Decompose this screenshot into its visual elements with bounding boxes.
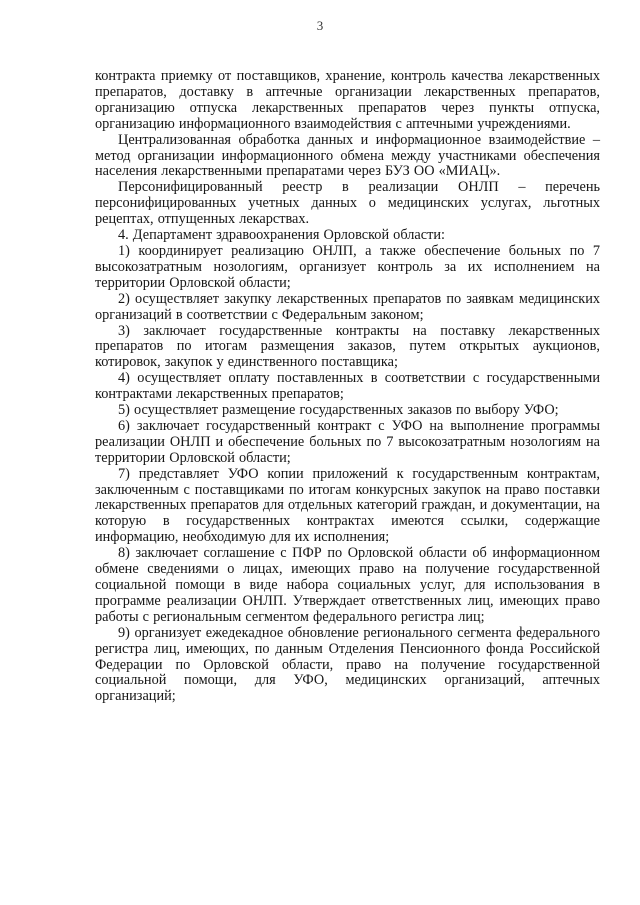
list-item-2: 2) осуществляет закупку лекарственных препаратов по заявкам медицинских организаций в соответствии с Федеральным законом; bbox=[95, 290, 600, 323]
page-number: 3 bbox=[316, 18, 324, 33]
list-item-3: 3) заключает государственные контракты на поставку лекарственных препаратов по итогам размещения заказов, путем открытых аукционов, котировок, закупок у единственного поставщика; bbox=[95, 322, 600, 371]
list-item-1: 1) координирует реализацию ОНЛП, а также обеспечение больных по 7 высокозатратным нозологиям, организует контроль за их исполнением на территории Орловской области; bbox=[95, 242, 600, 291]
list-item-9: 9) организует ежедекадное обновление регионального сегмента федерального регистра лиц, имеющих, по данным Отделения Пенсионного фонда Российской Федерации по Орловской области, право на получение государственной социальной помощи, для УФО, медицинских организаций, аптечных организаций; bbox=[95, 624, 600, 705]
page-body bbox=[95, 69, 600, 705]
list-item-8: 8) заключает соглашение с ПФР по Орловской области об информационном обмене сведениями о лицах, имеющих право на получение государственной социальной помощи в виде набора социальных услуг, для использования в программе реализации ОНЛП. Утверждает ответственных лиц, имеющих право работы с региональным сегментом федерального регистра лиц; bbox=[95, 545, 600, 625]
list-item-5: 5) осуществляет размещение государственных заказов по выбору УФО; bbox=[118, 402, 559, 419]
list-item-7: 7) представляет УФО копии приложений к государственным контрактам, заключенным с поставщиками по итогам конкурсных закупок на право поставки лекарственных препаратов для отдельных категорий граждан, и документации, на которую в государственных контрактах имеются ссылки, содержащие информацию, необходимую для их исполнения; bbox=[95, 465, 600, 546]
paragraph-continuation: контракта приемку от поставщиков, хранение, контроль качества лекарственных препаратов, доставку в аптечные организации лекарственных препаратов, организацию отпуска лекарственных препаратов через пункты отпуска, организацию информационного взаимодействия с аптечными учреждениями. bbox=[95, 68, 600, 132]
paragraph-personal-registry: Персонифицированный реестр в реализации ОНЛП – перечень персонифицированных учетных данных о медицинских услугах, льготных рецептах, отпущенных лекарствах. bbox=[95, 179, 600, 228]
paragraph-data-processing: Централизованная обработка данных и информационное взаимодействие – метод организации информационного обмена между участниками обеспечения населения лекарственными препаратами через БУЗ ОО «МИАЦ». bbox=[95, 131, 600, 180]
list-item-6: 6) заключает государственный контракт с УФО на выполнение программы реализации ОНЛП и обеспечение больных по 7 высокозатратным нозологиям на территории Орловской области; bbox=[95, 417, 600, 466]
section-heading-department: 4. Департамент здравоохранения Орловской области: bbox=[118, 227, 445, 244]
list-item-4: 4) осуществляет оплату поставленных в соответствии с государственными контрактами лекарственных препаратов; bbox=[95, 370, 600, 403]
